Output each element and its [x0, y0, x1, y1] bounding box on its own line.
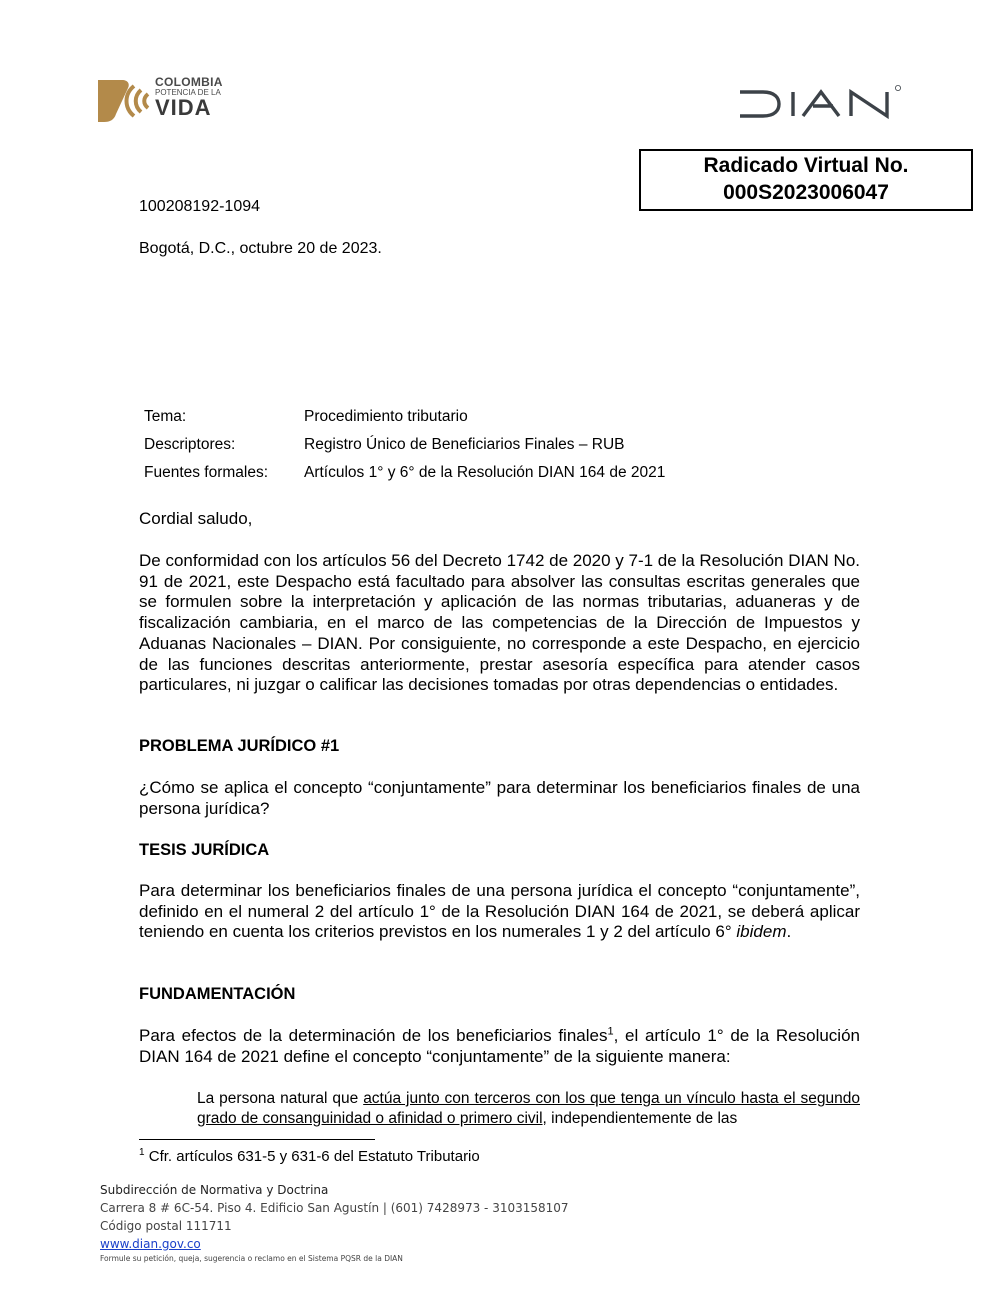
- heading-problema-juridico: PROBLEMA JURÍDICO #1: [139, 737, 340, 755]
- question-paragraph: ¿Cómo se aplica el concepto “conjuntamente” para determinar los beneficiarios finales de una persona jurídica?: [139, 778, 860, 818]
- city-date: Bogotá, D.C., octubre 20 de 2023.: [139, 240, 382, 257]
- reference-number: 100208192-1094: [139, 198, 261, 215]
- quote-text-a: La persona natural que: [197, 1090, 364, 1107]
- quote-text-b: , independientemente de las: [542, 1109, 738, 1127]
- radicado-label: Radicado Virtual No.: [703, 154, 909, 177]
- logo-line-vida: VIDA: [155, 95, 212, 120]
- footer-website-link[interactable]: www.dian.gov.co: [100, 1237, 201, 1251]
- dian-wordmark-icon: [737, 84, 907, 124]
- thesis-text: Para determinar los beneficiarios finales de una persona jurídica el concepto “conjuntamente”, definido en el numeral 2 del artículo 1° de la Resolución DIAN 164 de 2021, se deberá aplicar teniendo en cuenta los criterios previstos en los numerales 1 y 2 del artículo 6°: [139, 881, 860, 942]
- radicado-box: [639, 149, 973, 211]
- subject-key: Tema:: [144, 408, 187, 425]
- radicado-number: 000S2023006047: [723, 181, 889, 204]
- fund-text-a: Para efectos de la determinación de los beneficiarios finales: [139, 1026, 608, 1045]
- thesis-italic: ibidem: [736, 922, 787, 942]
- footnote-ref: 1: [607, 1025, 614, 1038]
- subject-value: Procedimiento tributario: [304, 408, 468, 425]
- sources-value: Artículos 1° y 6° de la Resolución DIAN 164 de 2021: [304, 464, 666, 481]
- heading-tesis-juridica: TESIS JURÍDICA: [139, 841, 270, 859]
- footer-office: Subdirección de Normativa y Doctrina: [100, 1183, 329, 1197]
- colombia-potencia-de-la-vida-logo: [98, 76, 238, 126]
- descriptors-key: Descriptores:: [144, 436, 236, 453]
- greeting: Cordial saludo,: [139, 509, 253, 528]
- footnote-number: 1: [139, 1147, 145, 1158]
- fund-text-b: , el artículo 1° de la Resolución DIAN 164 de 2021 define el concepto “conjuntamente” de la siguiente manera:: [139, 1026, 860, 1066]
- sources-key: Fuentes formales:: [144, 464, 269, 481]
- descriptors-value: Registro Único de Beneficiarios Finales – RUB: [304, 436, 625, 453]
- colombia-logo-icon: [98, 76, 154, 126]
- dian-logo: [737, 84, 907, 124]
- logo-line-potencia: POTENCIA DE LA: [155, 88, 221, 97]
- intro-paragraph: De conformidad con los artículos 56 del Decreto 1742 de 2020 y 7-1 de la Resolución DIAN No. 91 de 2021, este Despacho está facultado para absolver las consultas escritas generales que se formulen sobre la interpretación y aplicación de las normas tributarias, aduaneras y de fiscalización cambiaria, en el marco de las competencias de la Dirección de Impuestos y Aduanas Nacionales – DIAN. Por consiguiente, no corresponde a este Despacho, en ejercicio de las funciones descritas anteriormente, prestar asesoría específica para atender casos particulares, ni juzgar o calificar las decisiones tomadas por otras dependencias o entidades.: [139, 551, 861, 695]
- fundamentacion-paragraph: [139, 1026, 860, 1067]
- definition-quote: [197, 1089, 860, 1128]
- page-footer: [100, 1181, 569, 1265]
- footnote-divider: [139, 1139, 375, 1140]
- logo-line-colombia: COLOMBIA: [155, 75, 223, 89]
- thesis-end: .: [786, 922, 792, 942]
- colombia-logo-wordmark: [155, 76, 223, 119]
- thesis-paragraph: [139, 881, 860, 943]
- footnote-text: Cfr. artículos 631-5 y 631-6 del Estatuto Tributario: [144, 1148, 480, 1165]
- footer-postal-code: Código postal 111711: [100, 1219, 232, 1233]
- heading-fundamentacion: FUNDAMENTACIÓN: [139, 985, 296, 1003]
- quote-underlined: actúa junto con terceros con los que tenga un vínculo hasta el segundo grado de consanguinidad o afinidad o primero civil: [197, 1090, 860, 1127]
- footnote: [139, 1148, 480, 1165]
- footer-pqsr-note: Formule su petición, queja, sugerencia o reclamo en el Sistema PQSR de la DIAN: [100, 1254, 403, 1263]
- footer-address: Carrera 8 # 6C-54. Piso 4. Edificio San Agustín | (601) 7428973 - 3103158107: [100, 1201, 569, 1215]
